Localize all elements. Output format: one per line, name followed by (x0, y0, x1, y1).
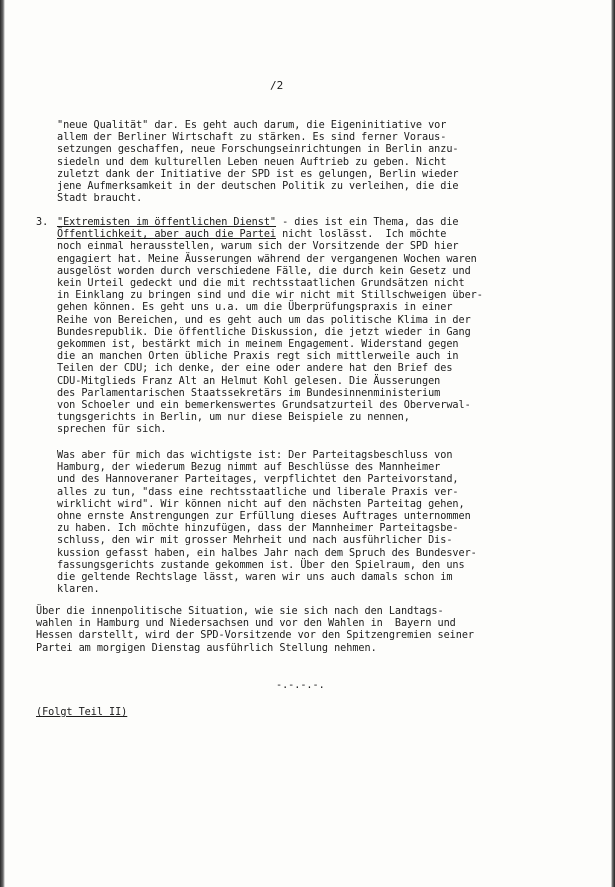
text-line: Partei am morgigen Dienstag ausführlich Stellung nehmen. (36, 642, 377, 654)
text-line: "neue Qualität" dar. Es geht auch darum, die Eigeninitiative vor (57, 120, 447, 131)
text-line: zuletzt dank der Initiative der SPD ist es gelungen, Berlin wieder (57, 168, 459, 180)
text-span: nicht loslässt. Ich möchte (276, 229, 447, 241)
text-line: die an manchen Orten übliche Praxis regt sich mittlerweile auch in (57, 351, 459, 363)
continuation-note: (Folgt Teil II) (36, 707, 128, 718)
text-line: die geltende Rechtslage lässt, waren wir uns auch damals schon im (57, 572, 453, 583)
section-title: "Extremisten im öffentlichen Dienst" (57, 217, 277, 228)
text-line (57, 216, 459, 229)
text-line: kein Urteil gedeckt und die mit rechtsstaatlichen Grundsätzen nicht (57, 278, 465, 289)
text-line: klaren. (57, 584, 100, 596)
text-line: fassungsgerichts zustande gekommen ist. Über den Spielraum, den uns (57, 559, 465, 571)
text-line: noch einmal herausstellen, warum sich der Vorsitzende der SPD hier (57, 241, 459, 253)
scan-edge-left (0, 0, 5, 887)
text-line: in Einklang zu bringen sind und die wir nicht mit Stillschweigen über- (57, 290, 483, 302)
separator: -.-.-.-. (276, 680, 325, 691)
text-line: alles zu tun, "dass eine rechtsstaatliche und liberale Praxis ver- (57, 486, 459, 498)
text-line: setzungen geschaffen, neue Forschungseinrichtungen in Berlin anzu- (57, 144, 459, 156)
text-line: ausgelöst worden durch verschiedene Fälle, die durch kein Gesetz und (57, 265, 471, 277)
text-line: allem der Berliner Wirtschaft zu stärken. Es sind ferner Voraus- (57, 132, 447, 144)
text-line: Über die innenpolitische Situation, wie sie sich nach den Landtags- (36, 606, 444, 617)
text-line: Was aber für mich das wichtigste ist: Der Parteitagsbeschluss von (57, 450, 453, 461)
text-line: Reihe von Bereichen, und es geht auch um das politische Klima in der (57, 314, 471, 326)
text-line: ohne ernste Anstrengungen zur Erfüllung dieses Auftrages unternommen (57, 511, 471, 522)
text-line: schluss, den wir mit grosser Mehrheit und nach ausführlicher Dis- (57, 535, 453, 547)
text-line: kussion gefasst haben, ein halbes Jahr nach dem Spruch des Bundesver- (57, 547, 477, 559)
text-line: Stadt braucht. (57, 193, 143, 205)
text-line: sprechen für sich. (57, 424, 167, 436)
text-line: und des Hannoveraner Parteitages, verpflichtet den Parteivorstand, (57, 474, 459, 486)
text-line: Hamburg, der wiederum Bezug nimmt auf Beschlüsse des Mannheimer (57, 462, 441, 474)
text-line: gehen können. Es geht uns u.a. um die Überprüfungspraxis in einer (57, 302, 453, 314)
list-number: 3. (36, 217, 49, 228)
text-line: Hessen darstellt, wird der SPD-Vorsitzende vor den Spitzengremien seiner (36, 630, 475, 642)
text-line (57, 228, 446, 241)
text-line: Bundesrepublik. Die öffentliche Diskussion, die jetzt wieder in Gang (57, 326, 471, 338)
text-line: wahlen in Hamburg und Niedersachsen und vor den Wahlen in Bayern und (36, 618, 456, 630)
text-line: gekommen ist, bestärkt mich in meinem Engagement. Widerstand gegen (57, 339, 459, 350)
text-line: wirklicht wird". Wir können nicht auf den nächsten Parteitag gehen, (57, 498, 465, 510)
text-span: - dies ist ein Thema, das die (276, 217, 459, 228)
text-line: zu haben. Ich möchte hinzufügen, dass der Mannheimer Parteitagsbe- (57, 523, 459, 535)
text-line: jene Aufmerksamkeit in der deutschen Politik zu verleihen, die die (57, 181, 459, 192)
page-number: /2 (270, 79, 284, 92)
underlined-text: Öffentlichkeit, aber auch die Partei (57, 229, 277, 241)
scan-edge-right (611, 0, 615, 887)
text-line: siedeln und dem kulturellen Leben neuen Auftrieb zu geben. Nicht (57, 156, 447, 168)
text-line: des Parlamentarischen Staatssekretärs im Bundesinnenministerium (57, 387, 441, 399)
text-line: Teilen der CDU; ich denke, der eine oder andere hat den Brief des (57, 363, 453, 375)
text-line: tungsgerichts in Berlin, um nur diese Beispiele zu nennen, (57, 412, 410, 424)
text-line: engagiert hat. Meine Äusserungen während der vergangenen Wochen waren (57, 253, 477, 265)
text-line: CDU-Mitglieds Franz Alt an Helmut Kohl gelesen. Die Äusserungen (57, 375, 441, 387)
text-line: von Schoeler und ein bemerkenswertes Grundsatzurteil des Oberverwal- (57, 400, 471, 411)
